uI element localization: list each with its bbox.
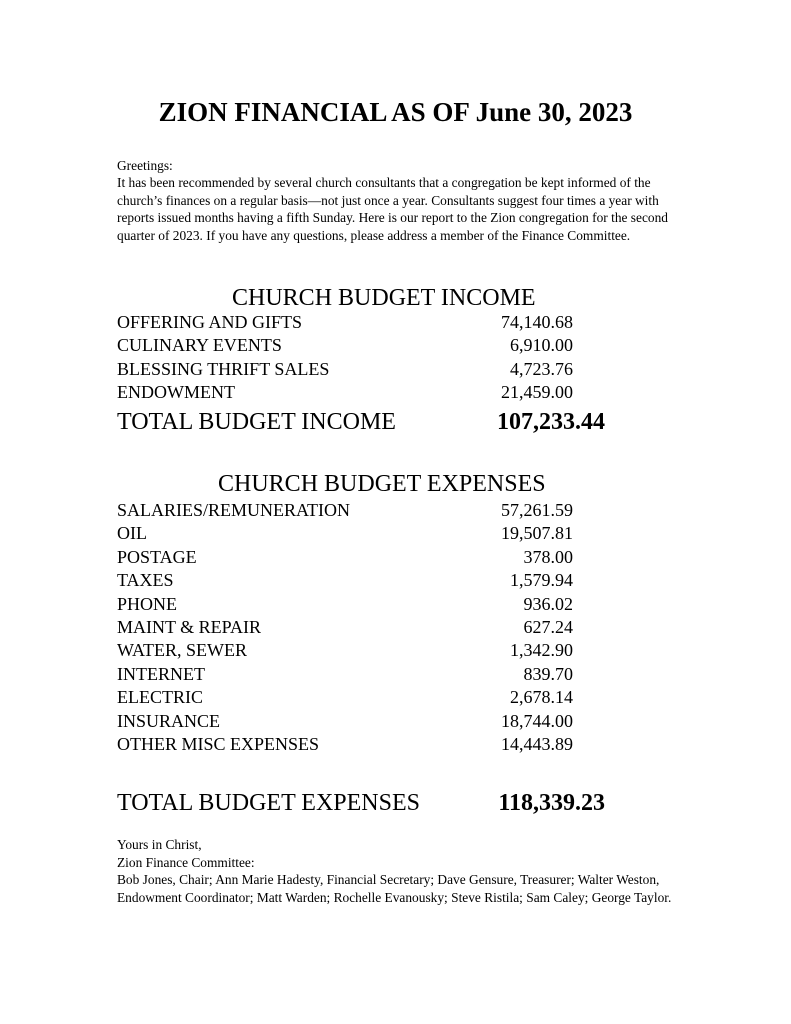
income-row-label: BLESSING THRIFT SALES — [117, 358, 330, 379]
income-row-label: CULINARY EVENTS — [117, 335, 282, 356]
expense-row — [117, 710, 607, 733]
expense-row-amount: 57,261.59 — [501, 500, 573, 520]
income-row-amount: 74,140.68 — [501, 312, 573, 332]
expense-row-label: WATER, SEWER — [117, 640, 247, 661]
closing-committee: Zion Finance Committee: — [117, 854, 255, 870]
expense-row — [117, 499, 607, 522]
income-row — [117, 334, 607, 357]
income-row-amount: 4,723.76 — [510, 358, 573, 379]
income-row — [117, 358, 607, 381]
expense-row-label: MAINT & REPAIR — [117, 616, 262, 637]
expenses-total-amount: 118,339.23 — [498, 790, 605, 816]
expense-row-label: PHONE — [117, 593, 178, 614]
expense-row-label: SALARIES/REMUNERATION — [117, 500, 351, 520]
closing-block — [117, 836, 677, 906]
income-row-amount: 6,910.00 — [510, 335, 573, 356]
expense-row — [117, 663, 607, 686]
closing-members: Bob Jones, Chair; Ann Marie Hadesty, Financial Secretary; Dave Gensure, Treasurer; Walter Weston, Endowment Coordinator; Matt Warden; Rochelle Evanousky; Steve Ristila; Sam Caley; George Taylor. — [117, 872, 672, 905]
income-row-label: ENDOWMENT — [117, 382, 235, 403]
income-list — [117, 311, 607, 405]
closing-valediction: Yours in Christ, — [117, 837, 202, 852]
income-row-amount: 21,459.00 — [501, 382, 573, 403]
expense-row-amount: 378.00 — [523, 546, 573, 567]
greeting-body: It has been recommended by several church consultants that a congregation be kept informed of the church’s finances on a regular basis—not just once a year. Consultants suggest four times a year with reports issued months having a fifth Sunday. Here is our report to the Zion congregation for the second quarter of 2023. If you have any questions, please address a member of the Finance Committee. — [117, 175, 668, 243]
income-row — [117, 311, 607, 334]
income-heading: CHURCH BUDGET INCOME — [232, 285, 536, 311]
income-total-label: TOTAL BUDGET INCOME — [117, 409, 396, 435]
expense-row-amount: 627.24 — [523, 616, 573, 637]
expense-row — [117, 546, 607, 569]
expenses-total-row — [117, 788, 607, 818]
expense-row-label: POSTAGE — [117, 546, 197, 567]
expense-row-amount: 1,342.90 — [510, 640, 573, 661]
expense-row-label: OIL — [117, 523, 147, 544]
income-total-amount: 107,233.44 — [497, 409, 605, 435]
expenses-heading: CHURCH BUDGET EXPENSES — [218, 471, 546, 497]
expense-row-amount: 14,443.89 — [501, 733, 573, 754]
income-total-row — [117, 407, 607, 437]
expense-row — [117, 616, 607, 639]
expense-row-amount: 839.70 — [523, 663, 573, 684]
expense-row-amount: 2,678.14 — [510, 687, 573, 708]
document-title: ZION FINANCIAL AS OF June 30, 2023 — [158, 97, 633, 127]
expense-row-label: INSURANCE — [117, 710, 221, 731]
expense-row-amount: 936.02 — [523, 593, 573, 614]
expense-row — [117, 593, 607, 616]
expense-row-label: TAXES — [117, 570, 174, 591]
expenses-total-label: TOTAL BUDGET EXPENSES — [117, 790, 420, 816]
expense-row-label: ELECTRIC — [117, 687, 203, 708]
expense-row-label: INTERNET — [117, 663, 205, 684]
expense-row-amount: 1,579.94 — [510, 570, 573, 591]
expense-row — [117, 686, 607, 709]
expenses-list — [117, 499, 607, 756]
greeting-salutation: Greetings: — [117, 158, 173, 173]
income-row-label: OFFERING AND GIFTS — [117, 312, 303, 332]
expense-row — [117, 522, 607, 545]
expense-row-label: OTHER MISC EXPENSES — [117, 733, 320, 754]
expense-row — [117, 569, 607, 592]
greeting-block — [117, 157, 697, 244]
expense-row-amount: 18,744.00 — [501, 710, 573, 731]
expense-row — [117, 639, 607, 662]
expense-row-amount: 19,507.81 — [501, 523, 573, 544]
income-row — [117, 381, 607, 404]
expense-row — [117, 733, 607, 756]
